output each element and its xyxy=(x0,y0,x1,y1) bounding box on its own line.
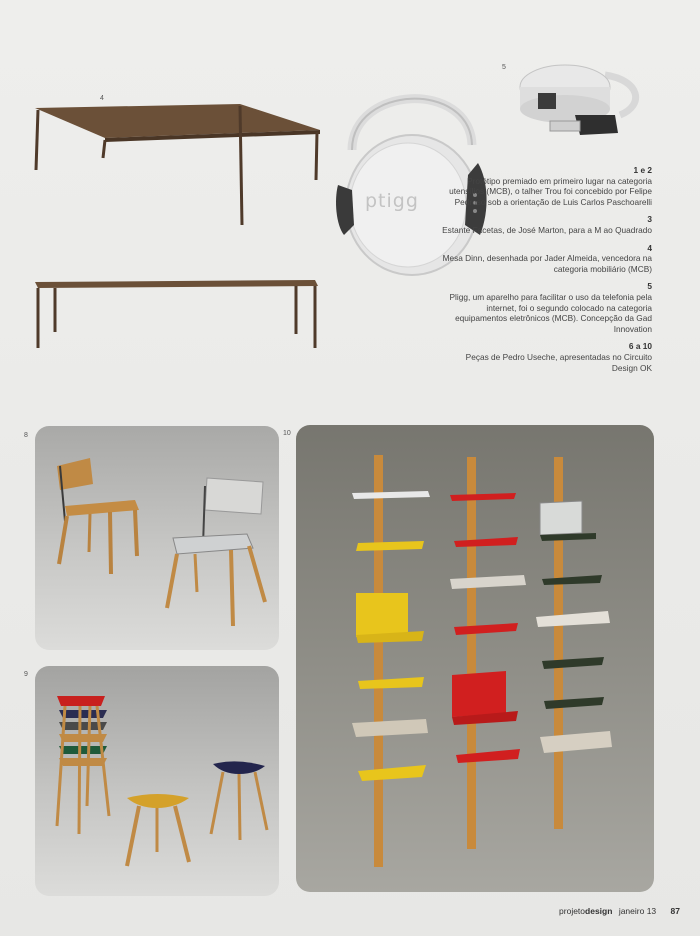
table-dinn-side xyxy=(30,276,330,356)
caption-4: 4 Mesa Dinn, desenhada por Jader Almeida, vencedora na categoria mobiliário (MCB) xyxy=(442,242,652,274)
chairs-illustration xyxy=(35,426,279,650)
figure-number-4: 4 xyxy=(100,95,104,102)
pligg-small-device-illustration xyxy=(510,55,645,145)
pligg-logo: ptigg xyxy=(365,190,419,212)
caption-5: 5 Pligg, um aparelho para facilitar o uso da telefonia pela internet, foi o segundo colocado na categoria equipamentos eletrônicos (MCB). Concepção da Gad Innovation xyxy=(449,281,652,334)
stools-illustration xyxy=(35,666,279,896)
footer-brand-projeto: projeto xyxy=(559,906,586,916)
footer-brand-design: design xyxy=(585,906,613,916)
caption-1-2: 1 e 2 Protótipo premiado em primeiro lugar na categoria utensílios (MCB), o talher Trou foi concebido por Felipe Pedroso sob a orientação de Luis Carlos Paschoarelli xyxy=(449,165,652,207)
caption-column xyxy=(440,165,652,380)
figure-number-10: 10 xyxy=(283,430,291,437)
photo-stools xyxy=(35,666,279,896)
page-footer xyxy=(559,906,680,916)
page-number: 87 xyxy=(670,906,680,916)
table-dinn-perspective xyxy=(30,100,330,240)
caption-6-10: 6 a 10 Peças de Pedro Useche, apresentadas no Circuito Design OK xyxy=(465,341,652,373)
photo-chairs xyxy=(35,426,279,650)
figure-number-9: 9 xyxy=(24,671,28,678)
figure-number-5: 5 xyxy=(502,64,506,71)
caption-3: 3 Estante Facetas, de José Marton, para a M ao Quadrado xyxy=(442,214,652,235)
photo-shelves xyxy=(296,425,654,892)
footer-issue: janeiro 13 xyxy=(618,906,657,916)
figure-number-8: 8 xyxy=(24,432,28,439)
shelves-illustration xyxy=(296,425,654,892)
